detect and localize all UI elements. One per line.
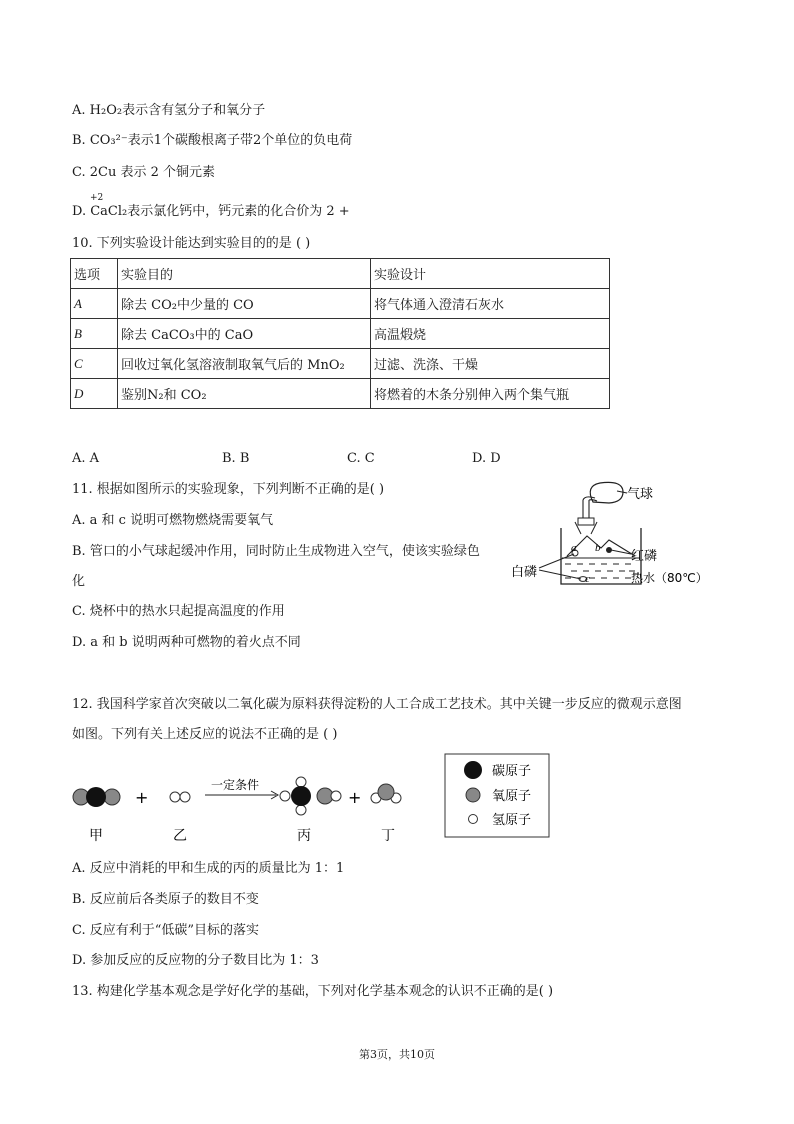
atom-legend — [445, 754, 549, 837]
beaker-shape — [561, 528, 641, 584]
molecule-jia — [73, 787, 120, 807]
q11-apparatus-figure — [505, 478, 735, 596]
table-cell: D — [71, 379, 118, 409]
table-cell: 过滤、洗涤、干燥 — [371, 349, 610, 379]
plus-sign: + — [135, 788, 149, 807]
q10-stem: 10. 下列实验设计能达到实验目的的是 ( ) — [72, 236, 311, 251]
molecule-ding — [371, 784, 401, 803]
q11-stem: 11. 根据如图所示的实验现象，下列判断不正确的是( ) — [72, 482, 385, 497]
q12-option-b: B. 反应前后各类原子的数目不变 — [72, 892, 259, 907]
q12-option-c: C. 反应有利于“低碳”目标的落实 — [72, 923, 260, 938]
page-footer: 第3页，共10页 — [359, 1048, 435, 1061]
q9-option-b: B. CO₃²⁻表示1个碳酸根离子带2个单位的负电荷 — [72, 133, 353, 148]
legend-oxygen: 氧原子 — [492, 789, 532, 804]
q10-table — [70, 258, 610, 409]
table-row — [71, 289, 610, 319]
reaction-condition: 一定条件 — [211, 778, 260, 792]
q9-option-d-valence: +2 — [90, 193, 104, 203]
molecule-yi — [170, 792, 190, 802]
label-yi: 乙 — [173, 828, 187, 844]
table-cell: 将气体通入澄清石灰水 — [371, 289, 610, 319]
q9-option-c: C. 2Cu 表示 2 个铜元素 — [72, 165, 216, 180]
q11-option-d: D. a 和 b 说明两种可燃物的着火点不同 — [72, 635, 301, 650]
mark-a: a — [571, 542, 577, 554]
plus-sign: + — [348, 788, 362, 807]
label-red-phosphorus: 红磷 — [631, 549, 658, 564]
legend-carbon: 碳原子 — [492, 764, 532, 779]
label-white-phosphorus: 白磷 — [511, 565, 538, 580]
table-cell: A — [71, 289, 118, 319]
table-cell: 回收过氧化氢溶液制取氧气后的 MnO₂ — [118, 349, 371, 379]
table-cell: B — [71, 319, 118, 349]
q12-stem-line2: 如图。下列有关上述反应的说法不正确的是 ( ) — [72, 727, 338, 742]
mark-c: c — [585, 573, 590, 585]
label-ding: 丁 — [381, 828, 395, 844]
q11-option-a: A. a 和 c 说明可燃物燃烧需要氧气 — [72, 513, 274, 528]
q10-option-c: C. C — [347, 451, 375, 466]
table-cell: 除去 CO₂中少量的 CO — [118, 289, 371, 319]
q13-stem: 13. 构建化学基本观念是学好化学的基础，下列对化学基本观念的认识不正确的是( ) — [72, 984, 554, 999]
legend-hydrogen: 氢原子 — [492, 813, 532, 828]
q9-option-a: A. H₂O₂表示含有氢分子和氧分子 — [72, 103, 266, 118]
table-cell: 鉴别N₂和 CO₂ — [118, 379, 371, 409]
q10-option-b: B. B — [222, 451, 250, 466]
q10-option-a: A. A — [72, 451, 100, 466]
q10-option-d: D. D — [472, 451, 501, 466]
q11-option-b-cont: 化 — [72, 574, 86, 589]
q11-option-b: B. 管口的小气球起缓冲作用，同时防止生成物进入空气，使该实验绿色 — [72, 544, 480, 559]
molecule-bing — [280, 777, 341, 815]
q11-option-c: C. 烧杯中的热水只起提高温度的作用 — [72, 604, 285, 619]
table-row — [71, 349, 610, 379]
table-header-row — [71, 259, 610, 289]
q12-option-d: D. 参加反应的反应物的分子数目比为 1：3 — [72, 953, 319, 968]
q12-reaction-figure — [64, 752, 554, 852]
label-bing: 丙 — [297, 828, 311, 844]
q12-stem-line1: 12. 我国科学家首次突破以二氧化碳为原料获得淀粉的人工合成工艺技术。其中关键一步反应的微观示意图 — [72, 697, 682, 712]
q12-option-a: A. 反应中消耗的甲和生成的丙的质量比为 1：1 — [72, 861, 345, 876]
table-cell: C — [71, 349, 118, 379]
stopper-shape — [578, 518, 594, 525]
table-header-cell: 实验设计 — [371, 259, 610, 289]
table-row — [71, 319, 610, 349]
label-jia: 甲 — [89, 828, 103, 844]
table-cell: 将燃着的木条分别伸入两个集气瓶 — [371, 379, 610, 409]
table-header-cell: 实验目的 — [118, 259, 371, 289]
label-balloon: 气球 — [627, 487, 654, 502]
table-cell: 高温煅烧 — [371, 319, 610, 349]
mark-b: b — [595, 542, 601, 554]
table-cell: 除去 CaCO₃中的 CaO — [118, 319, 371, 349]
table-header-cell: 选项 — [71, 259, 118, 289]
label-hot-water: 热水（80℃） — [631, 571, 708, 585]
q9-option-d: D. CaCl₂表示氯化钙中，钙元素的化合价为 2 + — [72, 204, 350, 219]
table-row — [71, 379, 610, 409]
